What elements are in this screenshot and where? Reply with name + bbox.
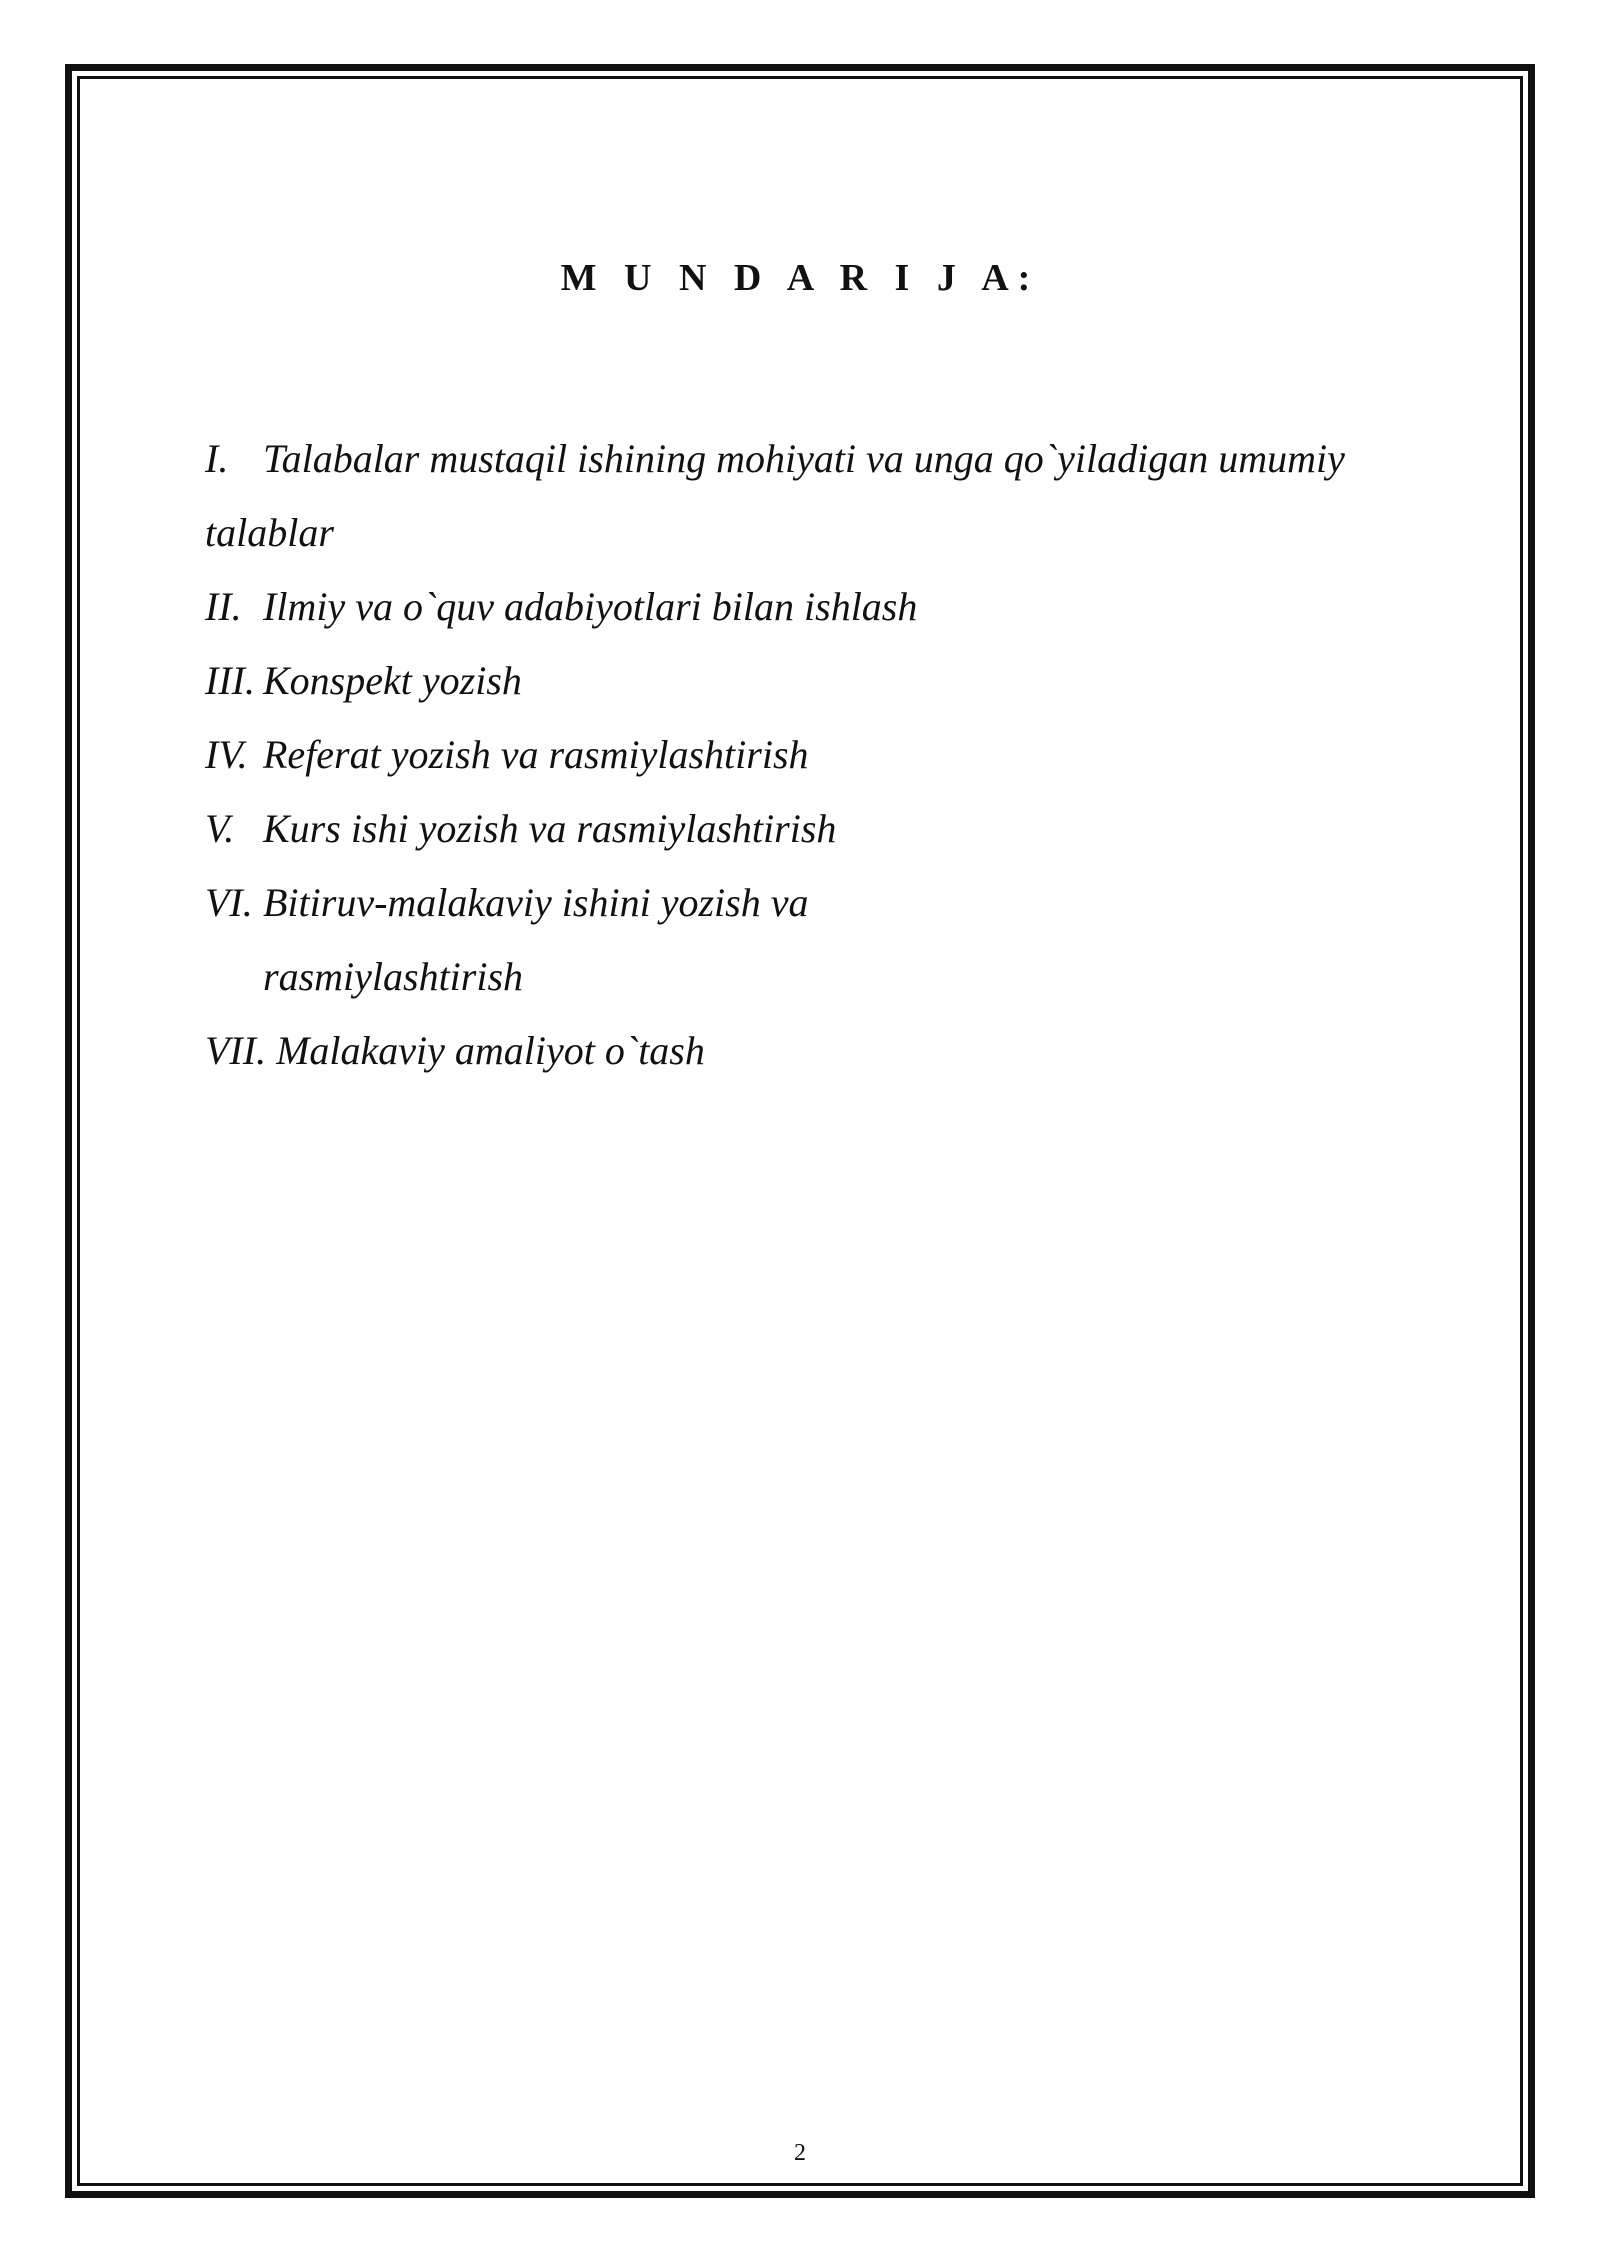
toc-item-number: III. [205,658,255,703]
toc-item-number: V. [205,806,235,851]
toc-item-6 [205,866,1440,1014]
toc-item-text: Referat yozish va rasmiylashtirish [263,732,809,777]
toc-item-text: Konspekt yozish [263,658,522,703]
toc-item-text: Talabalar mustaqil ishining mohiyati va unga qo`yiladigan umumiy [263,436,1345,481]
toc-item-text-block [263,866,1440,1014]
toc-item-3 [205,644,1440,718]
toc-item-4 [205,718,1440,792]
toc-item-text-continued: talablar [205,510,334,555]
toc-item-7 [205,1014,1440,1088]
toc-item-text-continued: rasmiylashtirish [263,954,524,999]
toc-item-number: VII. [205,1028,267,1073]
toc-item-text: Malakaviy amaliyot o`tash [276,1028,705,1073]
toc-item-number: I. [205,436,229,481]
toc-item-number: IV. [205,732,248,777]
table-of-contents [205,422,1440,1088]
toc-item-text: Kurs ishi yozish va rasmiylashtirish [263,806,837,851]
page-title: M U N D A R I J A: [560,257,1040,299]
page-border-inner [77,76,1523,2186]
toc-item-1 [205,422,1440,570]
toc-item-5 [205,792,1440,866]
toc-item-number: II. [205,584,242,629]
toc-item-2 [205,570,1440,644]
page-number: 2 [794,2140,806,2166]
toc-item-text: Ilmiy va o`quv adabiyotlari bilan ishlash [263,584,918,629]
toc-item-number: VI. [205,880,253,925]
toc-item-text: Bitiruv-malakaviy ishini yozish va [263,880,809,925]
